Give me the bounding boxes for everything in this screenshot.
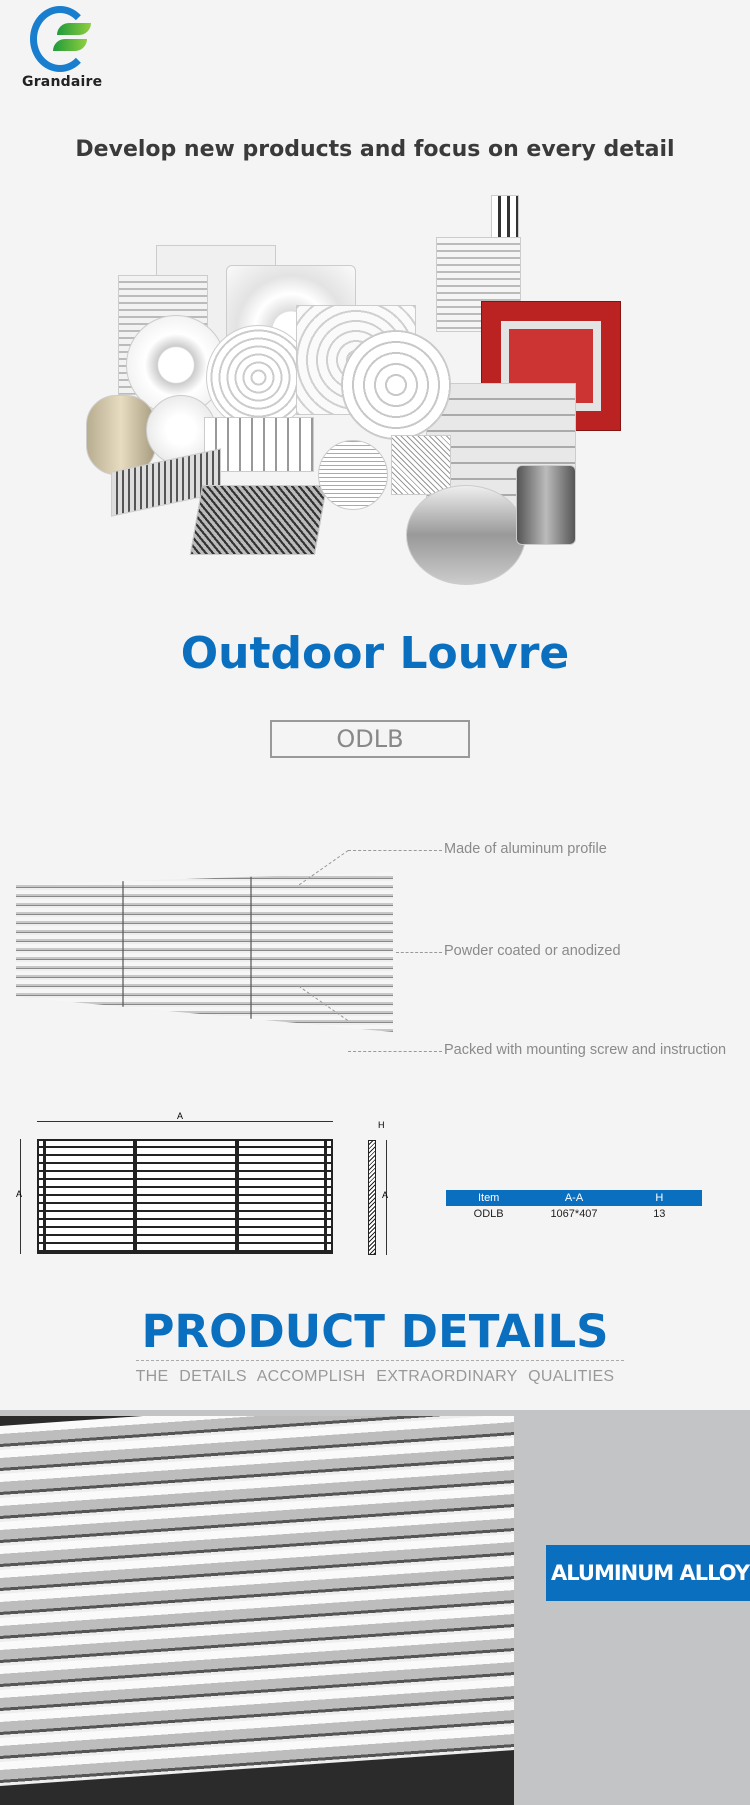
spec-table <box>446 1190 702 1222</box>
details-subtitle: THE DETAILS ACCOMPLISH EXTRAORDINARY QUALITIES <box>135 1368 615 1385</box>
details-title: PRODUCT DETAILS <box>141 1305 609 1358</box>
louvre-product-image <box>16 872 393 1032</box>
material-badge: ALUMINUM ALLOY <box>546 1545 750 1601</box>
cell-item: ODLB <box>473 1208 504 1220</box>
feature-label: Powder coated or anodized <box>444 943 621 959</box>
cell-size: 1067*407 <box>550 1208 598 1220</box>
table-row <box>446 1206 702 1222</box>
divider <box>136 1360 624 1361</box>
leader-line <box>348 1051 442 1052</box>
product-collage-image <box>86 195 668 621</box>
header-item: Item <box>477 1192 500 1204</box>
brand-name: Grandaire <box>22 74 103 90</box>
header-h: H <box>655 1192 664 1204</box>
feature-label: Made of aluminum profile <box>444 841 607 857</box>
brand-logo <box>22 6 102 92</box>
dim-side-height-label: A <box>382 1190 389 1200</box>
header-size: A-A <box>564 1192 584 1204</box>
feature-label: Packed with mounting screw and instruction <box>444 1042 727 1058</box>
detail-section <box>0 1410 750 1805</box>
leader-line <box>396 952 442 953</box>
table-header <box>446 1190 702 1206</box>
leader-line <box>348 850 442 851</box>
side-view-drawing <box>366 1120 392 1255</box>
logo-mark-icon <box>30 6 90 72</box>
front-view-drawing <box>16 1111 333 1254</box>
dim-width-label: A <box>177 1111 184 1121</box>
product-title: Outdoor Louvre <box>180 628 570 679</box>
headline: Develop new products and focus on every detail <box>75 137 675 162</box>
cell-h: 13 <box>653 1208 666 1220</box>
dim-depth-label: H <box>378 1120 385 1130</box>
model-code-box: ODLB <box>270 720 470 758</box>
dim-height-label: A <box>16 1189 23 1199</box>
louvre-closeup-photo <box>0 1416 514 1805</box>
